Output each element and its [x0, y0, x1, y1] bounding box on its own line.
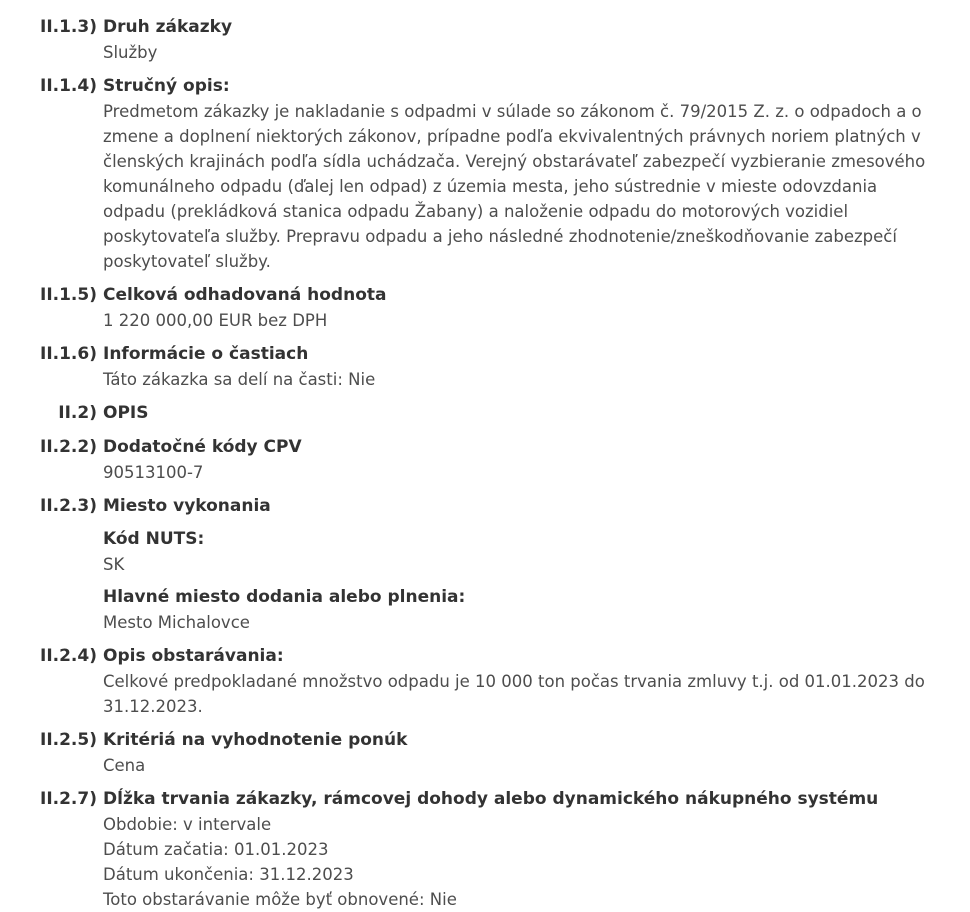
section-number: II.1.6)	[40, 344, 97, 364]
subsection-title: Kód NUTS:	[103, 529, 205, 549]
section-number: II.2.4)	[40, 646, 97, 666]
section-value: Táto zákazka sa delí na časti: Nie	[103, 370, 376, 389]
duration-line: Dátum ukončenia: 31.12.2023	[103, 865, 354, 884]
section-title: Dodatočné kódy CPV	[103, 437, 302, 457]
section-ii-1-3	[0, 15, 970, 65]
section-number: II.2.2)	[40, 437, 97, 457]
section-value: 90513100-7	[103, 463, 204, 482]
description-line: poskytovateľa služby. Prepravu odpadu a jeho následné zhodnotenie/zneškodňovanie zabezpečí	[103, 227, 897, 246]
description-line: Celkové predpokladané množstvo odpadu je 10 000 ton počas trvania zmluvy t.j. od 01.01.2023 do	[103, 672, 925, 691]
section-title: Stručný opis:	[103, 76, 230, 96]
subsection-title: Hlavné miesto dodania alebo plnenia:	[103, 587, 466, 607]
nuts-code-group	[103, 527, 933, 577]
description-line: zmene a doplnení niektorých zákonov, prípadne podľa ekvivalentných právnych noriem platných v	[103, 127, 921, 146]
description-line: Predmetom zákazky je nakladanie s odpadmi v súlade so zákonom č. 79/2015 Z. z. o odpadoch a o	[103, 102, 922, 121]
section-title: OPIS	[103, 403, 149, 423]
section-number: II.2.5)	[40, 730, 97, 750]
subsection-value: Mesto Michalovce	[103, 613, 250, 632]
section-ii-2-2	[0, 435, 970, 485]
section-value: Cena	[103, 756, 146, 775]
section-title: Opis obstarávania:	[103, 646, 284, 666]
section-ii-2-4	[0, 644, 970, 719]
subsection-value: SK	[103, 555, 125, 574]
main-site-group	[103, 585, 933, 635]
section-ii-1-4	[0, 74, 970, 274]
section-ii-2-3	[0, 494, 970, 635]
section-number: II.1.4)	[40, 76, 97, 96]
section-title: Celková odhadovaná hodnota	[103, 285, 387, 305]
description-line: 31.12.2023.	[103, 697, 203, 716]
duration-line: Dátum začatia: 01.01.2023	[103, 840, 329, 859]
section-title: Kritériá na vyhodnotenie ponúk	[103, 730, 408, 750]
section-title: Miesto vykonania	[103, 496, 271, 516]
section-number: II.1.3)	[40, 17, 97, 37]
duration-line: Obdobie: v intervale	[103, 815, 272, 834]
section-title: Informácie o častiach	[103, 344, 309, 364]
section-number: II.2.3)	[40, 496, 97, 516]
section-title: Druh zákazky	[103, 17, 233, 37]
section-ii-1-5	[0, 283, 970, 333]
duration-line: Toto obstarávanie môže byť obnovené: Nie	[103, 890, 457, 909]
description-line: odpadu (prekládková stanica odpadu Žabany) a naloženie odpadu do motorových vozidiel	[103, 202, 849, 221]
section-value: Služby	[103, 43, 158, 62]
section-number: II.1.5)	[40, 285, 97, 305]
section-ii-2	[0, 401, 970, 426]
section-number: II.2)	[58, 403, 97, 423]
section-ii-1-6	[0, 342, 970, 392]
description-line: členských krajinách podľa sídla uchádzača. Verejný obstarávateľ zabezpečí vyzbieranie zmesového	[103, 152, 926, 171]
section-ii-2-5	[0, 728, 970, 778]
section-title: Dĺžka trvania zákazky, rámcovej dohody alebo dynamického nákupného systému	[103, 789, 879, 809]
section-value: 1 220 000,00 EUR bez DPH	[103, 311, 328, 330]
description-line: komunálneho odpadu (ďalej len odpad) z územia mesta, jeho sústrednie v mieste odovzdania	[103, 177, 878, 196]
description-line: poskytovateľ služby.	[103, 252, 271, 271]
section-ii-2-7	[0, 787, 970, 912]
section-number: II.2.7)	[40, 789, 97, 809]
